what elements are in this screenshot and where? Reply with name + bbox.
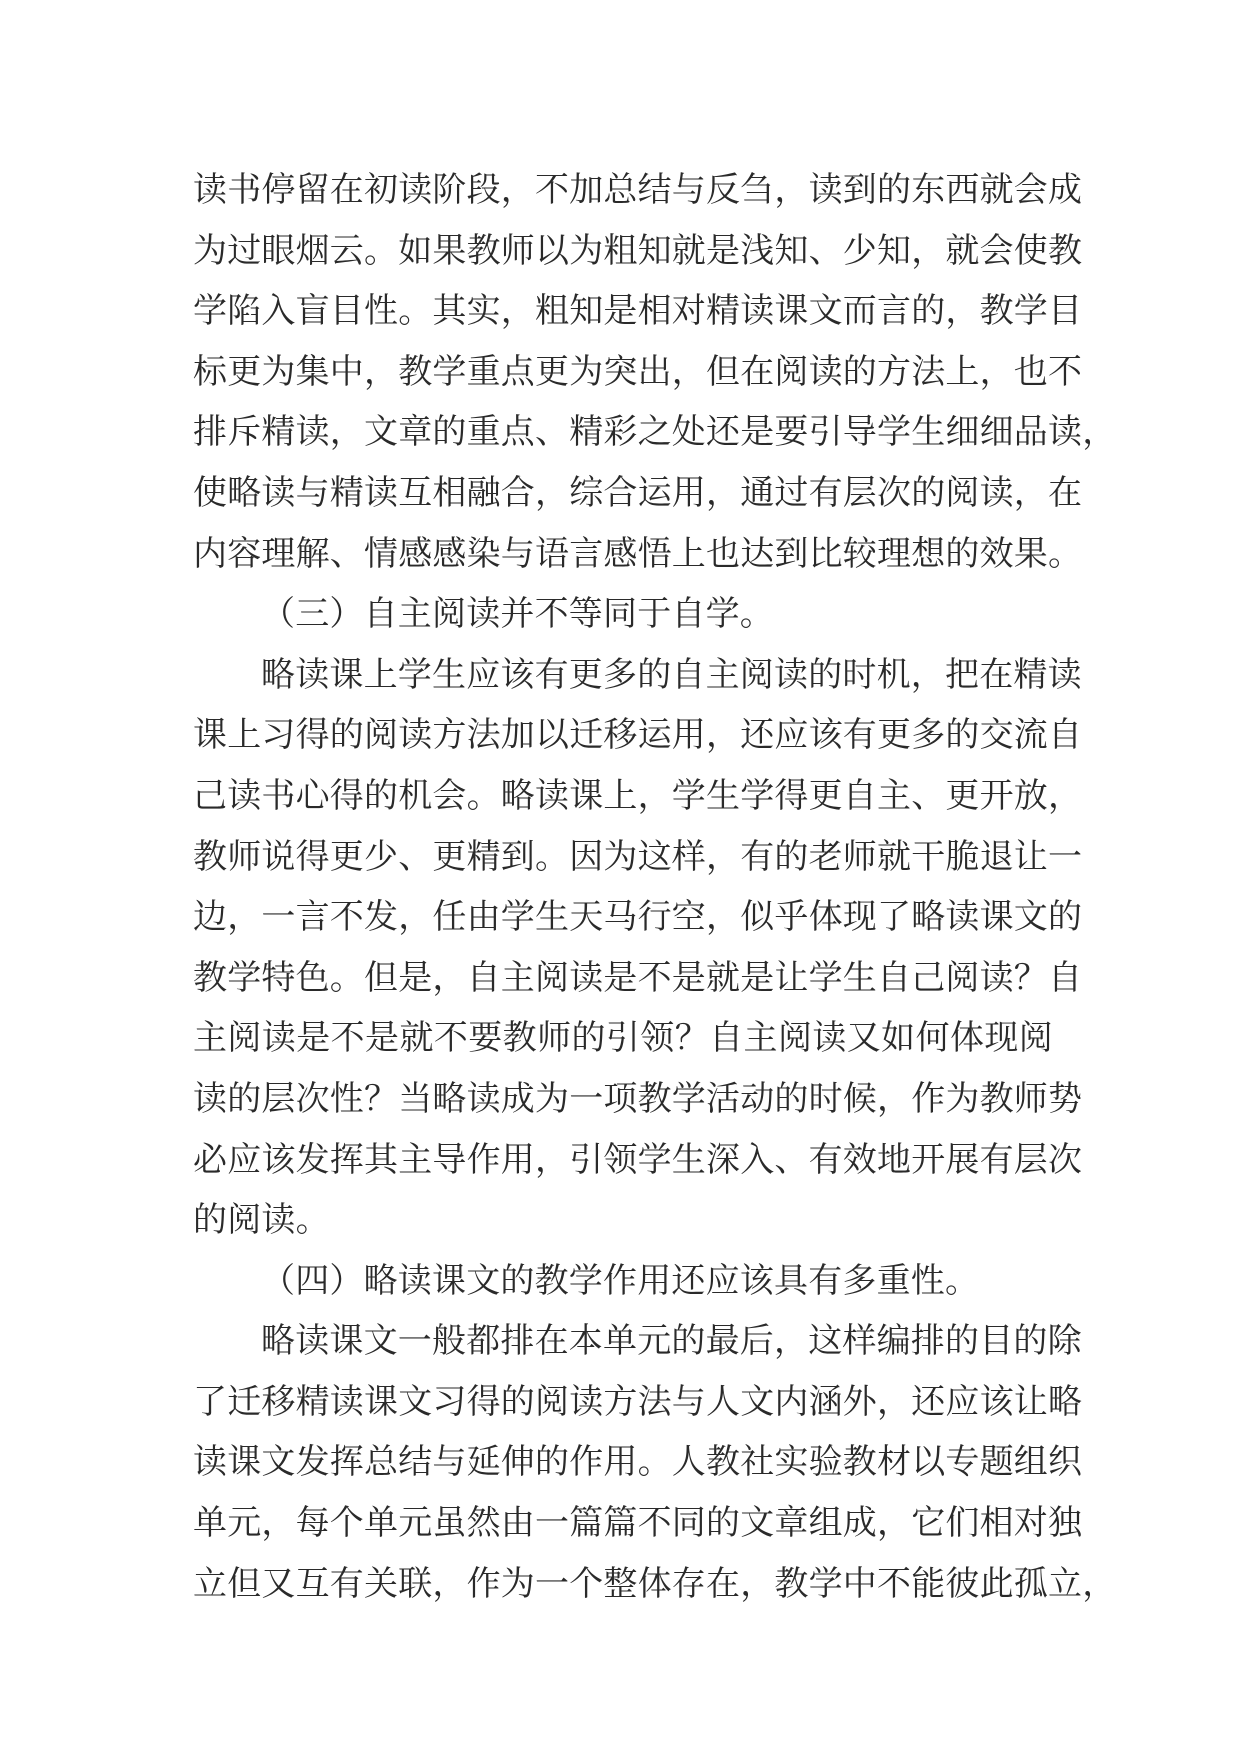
- text-line: 读课文发挥总结与延伸的作用。人教社实验教材以专题组织: [193, 1442, 1083, 1483]
- text-line: 了迁移精读课文习得的阅读方法与人文内涵外，还应该让略: [193, 1381, 1083, 1422]
- text-line: 为过眼烟云。如果教师以为粗知就是浅知、少知，就会使教: [193, 230, 1083, 271]
- text-line: 必应该发挥其主导作用，引领学生深入、有效地开展有层次: [193, 1139, 1083, 1180]
- text-line: 学陷入盲目性。其实，粗知是相对精读课文而言的，教学目: [193, 291, 1083, 332]
- text-line: 略读课文一般都排在本单元的最后，这样编排的目的除: [261, 1321, 1082, 1362]
- heading-line: （三）自主阅读并不等同于自学。: [261, 594, 774, 635]
- text-line: 读的层次性？当略读成为一项教学活动的时候，作为教师势: [193, 1078, 1083, 1119]
- text-line: 边，一言不发，任由学生天马行空，似乎体现了略读课文的: [193, 897, 1083, 938]
- paragraph-2: [193, 645, 1083, 1251]
- text-line: 的阅读。: [193, 1200, 330, 1241]
- text-line: 标更为集中，教学重点更为突出，但在阅读的方法上，也不: [193, 351, 1083, 392]
- paragraph-1: [193, 160, 1117, 584]
- section-heading-3: [193, 584, 1053, 645]
- text-line: 立但又互有关联，作为一个整体存在，教学中不能彼此孤立，: [193, 1563, 1117, 1604]
- text-line: 单元，每个单元虽然由一篇篇不同的文章组成，它们相对独: [193, 1503, 1083, 1544]
- text-line: 读书停留在初读阶段，不加总结与反刍，读到的东西就会成: [193, 170, 1083, 210]
- text-line: 主阅读是不是就不要教师的引领？自主阅读又如何体现阅: [193, 1018, 1053, 1059]
- text-line: 课上习得的阅读方法加以迁移运用，还应该有更多的交流自: [193, 715, 1083, 756]
- text-line: 教学特色。但是，自主阅读是不是就是让学生自己阅读？自: [193, 957, 1083, 998]
- document-body: [193, 160, 1117, 1614]
- text-line: 教师说得更少、更精到。因为这样，有的老师就干脆退让一: [193, 836, 1083, 877]
- text-line: 略读课上学生应该有更多的自主阅读的时机，把在精读: [261, 654, 1082, 695]
- text-line: 排斥精读，文章的重点、精彩之处还是要引导学生细细品读，: [193, 412, 1117, 453]
- heading-line: （四）略读课文的教学作用还应该具有多重性。: [261, 1260, 980, 1301]
- text-line: 内容理解、情感感染与语言感悟上也达到比较理想的效果。: [193, 533, 1083, 574]
- section-heading-4: [193, 1251, 1053, 1312]
- text-line: 己读书心得的机会。略读课上，学生学得更自主、更开放，: [193, 775, 1083, 816]
- paragraph-3: [193, 1311, 1117, 1614]
- text-line: 使略读与精读互相融合，综合运用，通过有层次的阅读，在: [193, 472, 1083, 513]
